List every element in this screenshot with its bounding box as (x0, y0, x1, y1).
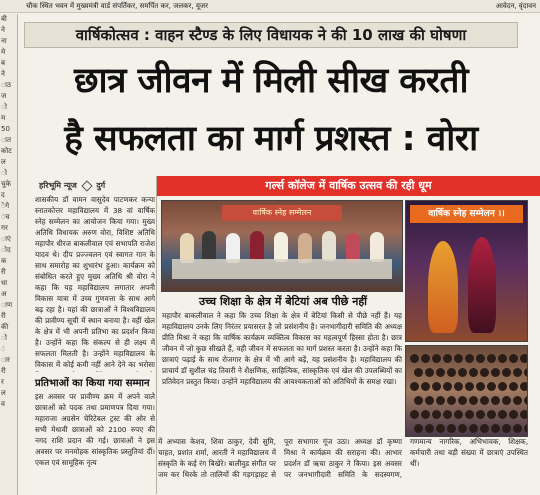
audience-member (491, 368, 500, 377)
left-column-fragment: ने (1, 70, 5, 78)
top-strip-right-text: आवेदन, वृंदावन (495, 2, 536, 10)
left-column-fragment: र (1, 378, 4, 386)
audience-member (465, 410, 474, 419)
audience-member (487, 354, 496, 363)
guest-figure (370, 232, 384, 262)
audience-member (502, 396, 511, 405)
audience-member (480, 396, 489, 405)
main-headline (22, 52, 520, 168)
audience-member (513, 368, 522, 377)
left-column-fragment: ो (1, 103, 7, 111)
audience-member (447, 396, 456, 405)
left-column-fragment: कोट (1, 147, 12, 155)
left-column-fragment: की (1, 323, 9, 331)
left-column-fragment: ं (1, 345, 6, 353)
audience-member (443, 410, 452, 419)
audience-member (443, 354, 452, 363)
inner-article-headline: उच्च शिक्षा के क्षेत्र में बेटियां अब पीछे नहीं (198, 295, 368, 308)
left-column-fragment: री (1, 312, 6, 320)
left-column-fragment: धा (1, 279, 8, 287)
guest-figure (274, 232, 288, 262)
audience-photo (405, 345, 528, 437)
left-column-fragment: री (1, 268, 6, 276)
bottom-article-body: में अभ्यास केशव, शिवा ठाकुर, देवी सुमि, चाहत, प्रशांत शर्मा, आरती ने महाविद्यालय में संस्कृति के कई रंग बिखेरे। बालीवुड संगीत पर जम कर थिरके तो तालियों की गड़गड़ाहट से पूरा सभागार गूंज उठा। अध्यक्ष डॉ कृष्णा मिश्रा ने कार्यक्रम की सराहना की। आभार प्रदर्शन डॉ ऋचा ठाकुर ने किया। इस अवसर पर जनभागीदारी समिति के सदस्यगण, गणमान्य नागरिक, अभिभावक, शिक्षक, कर्मचारी तथा बड़ी संख्या में छात्राएं उपस्थित थीं। (158, 437, 528, 479)
top-strip-left-text: चौक स्थित भवन में मुख्यमंत्री वार्ड संपर्तिकर, समर्पित कर, जलकर, यूजर (26, 2, 208, 10)
left-column-fragment: द (1, 191, 5, 199)
audience-member (524, 396, 528, 405)
inner-article-body: महापौर बाकलीवाल ने कहा कि उच्च शिक्षा के क्षेत्र में बेटियां किसी से पीछे नहीं हैं। यह महाविद्यालय उनके लिए निरंतर प्रयासरत है जो प्रसंशनीय है। जनभागीदारी समिति की अध्यक्ष प्रीति मिश्रा ने कहा कि वार्षिक कार्यक्रम व्यक्तित्व विकास का महत्वपूर्ण हिस्सा होता है। छात्र जीवन में जो कुछ सीखते हैं, वही जीवन में सफलता का मार्ग प्रशस्त करता है। उन्होंने कहा कि छात्राएं पढ़ाई के साथ रोजगार के क्षेत्र में भी आगे बढ़ें, यह प्रसंशनीय है। महाविद्यालय की प्राचार्य डॉ सुशील चंद्र तिवारी ने शैक्षणिक, साहित्यिक, सांस्कृतिक एवं खेल की उपलब्धियों का प्रतिवेदन प्रस्तुत किया। उन्होंने महाविद्यालय की आवश्यकताओं को अतिथियों के समक्ष रखा। (162, 311, 402, 386)
audience-member (524, 368, 528, 377)
audience-member (454, 382, 463, 391)
article-body-column-1b: इस अवसर पर प्रावीण्य क्रम में अपने वाले छात्राओं को पदक तथा प्रमाणपत्र दिया गया। महाराजा अग्रसेन चेरिटेबल ट्रस्ट की ओर से सभी मेधावी छात्राओं को 2100 रुपए की नगद राशि प्रदान की गई। छात्राओं ने इस अवसर पर मनमोहक सांस्कृतिक प्रस्तुतियां दीं। एकल एवं सामूहिक नृत्य (35, 392, 155, 467)
guest-figure (202, 231, 216, 261)
audience-member (436, 424, 445, 433)
audience-member (476, 382, 485, 391)
audience-member (432, 354, 441, 363)
left-column-fragment: 50 (1, 125, 10, 133)
audience-member (476, 354, 485, 363)
left-column-fragment: ात (1, 136, 11, 144)
audience-member (414, 396, 423, 405)
byline-city: दुर्ग (96, 181, 106, 190)
audience-member (476, 410, 485, 419)
left-column-fragment: ार (1, 356, 10, 364)
headline-line-1: छात्र जीवन में मिली सीख करती (73, 61, 469, 101)
left-column-fragment: ंच (1, 213, 10, 221)
left-column-fragment: ज (1, 92, 7, 100)
audience-member (447, 424, 456, 433)
audience-member (458, 396, 467, 405)
left-column-fragment: व (1, 400, 5, 408)
byline-source: हरिभूमि न्यूज (39, 181, 77, 190)
audience-member (513, 424, 522, 433)
audience-member (487, 382, 496, 391)
dancer-figure (428, 241, 458, 333)
left-column-fragment: क (1, 257, 7, 265)
audience-member (414, 424, 423, 433)
audience-member (520, 410, 528, 419)
audience-member (421, 382, 430, 391)
left-column-fragment: बी (1, 15, 7, 23)
article-body-column-1: शासकीय डॉ वामन वासुदेव पाटणकर कन्या स्नातकोत्तर महाविद्यालय में 38 वां वार्षिक स्नेह सम्मेलन का आयोजन किया गया। मुख्य अतिथि विधायक अरुण वोरा, विशिष्ट अतिथि महापौर धीरज बाकलीवाल एवं सभापति राजेश यादव थे। दीप प्रज्ज्वलन एवं स्वागत गान के साथ समारोह का शुभारंभ हुआ। कार्यक्रम को संबोधित करते हुए मुख्य अतिथि श्री वोरा ने कहा कि यह महाविद्यालय लगातार अपनी विकास यात्रा में उच्च गुणवत्ता के साथ आगे बढ़ रहा है। यहां की छात्राओं ने विश्वविद्यालय की प्रावीण्य सूची में स्थान बनाया है। वहीं खेल के क्षेत्र में भी अपनी प्रतिभा का प्रदर्शन किया है। उन्होंने कहा कि संकल्प से ही लक्ष्य में सफलता मिलती है। उन्होंने महाविद्यालय के विकास में कोई कमी नहीं आने देने का भरोसा (35, 195, 155, 369)
audience-member (469, 396, 478, 405)
audience-member (410, 354, 419, 363)
audience-member (425, 368, 434, 377)
photo2-stage-banner: वार्षिक स्नेह सम्मेलन ।। (410, 205, 523, 223)
audience-member (447, 368, 456, 377)
audience-member (469, 424, 478, 433)
kicker-headline: वार्षिकोत्सव : वाहन स्टैण्ड के लिए विधायक ने की 10 लाख की घोषणा (24, 22, 518, 48)
audience-member (421, 410, 430, 419)
audience-member (436, 368, 445, 377)
audience-member (425, 424, 434, 433)
audience-member (498, 354, 507, 363)
audience-member (487, 410, 496, 419)
left-column-fragment: ेंगे (1, 202, 10, 210)
audience-member (491, 424, 500, 433)
audience-member (469, 368, 478, 377)
dancer-figure (468, 237, 496, 333)
guest-figure (322, 231, 336, 261)
left-column-fragment: री (1, 367, 6, 375)
audience-member (410, 382, 419, 391)
left-column-fragment: अ (1, 290, 7, 298)
audience-member (432, 382, 441, 391)
left-column-fragment: ाण (1, 301, 13, 309)
audience-member (465, 354, 474, 363)
left-column-fragments (0, 14, 18, 495)
audience-member (480, 368, 489, 377)
byline (39, 180, 147, 191)
audience-member (458, 424, 467, 433)
audience-member (410, 410, 419, 419)
audience-member (520, 382, 528, 391)
left-column-fragment: गर (1, 224, 8, 232)
photo1-stage-banner: वार्षिक स्नेह सम्मेलन (222, 205, 342, 221)
audience-member (502, 368, 511, 377)
left-column-fragment: ोद (1, 246, 11, 254)
column-divider (156, 176, 157, 494)
left-column-fragment: ाएं (1, 235, 11, 243)
audience-member (465, 382, 474, 391)
left-column-fragment: चुके (1, 180, 11, 188)
stage-guests-photo (161, 200, 403, 292)
left-column-fragment: ल (1, 158, 6, 166)
left-column-fragment: मे (1, 48, 6, 56)
audience-member (509, 410, 518, 419)
article-subhead: प्रतिभाओं का किया गया सम्मान (35, 378, 150, 389)
audience-member (491, 396, 500, 405)
top-strip (0, 0, 540, 13)
headline-line-2: है सफलता का मार्ग प्रशस्त : वोरा (64, 119, 478, 159)
stage-table (172, 259, 392, 279)
audience-member (436, 396, 445, 405)
audience-member (513, 396, 522, 405)
audience-member (421, 354, 430, 363)
dance-performance-photo (405, 200, 528, 342)
audience-member (509, 354, 518, 363)
left-column-fragment: ाठ (1, 81, 12, 89)
left-column-fragment: ो (1, 169, 7, 177)
audience-member (502, 424, 511, 433)
left-column-fragment: ल (1, 389, 6, 397)
audience-member (498, 410, 507, 419)
left-column-fragment: ना (1, 37, 7, 45)
guest-figure (250, 231, 264, 261)
left-column-fragment: ब (1, 59, 5, 67)
audience-member (458, 368, 467, 377)
audience-member (454, 410, 463, 419)
audience-member (454, 354, 463, 363)
audience-member (480, 424, 489, 433)
separator-diamond-icon (81, 180, 92, 191)
audience-member (425, 396, 434, 405)
left-column-fragment: ो (1, 334, 7, 342)
photo-feature-banner: गर्ल्स कॉलेज में वार्षिक उत्सव की रही धूम (157, 176, 540, 196)
audience-member (498, 382, 507, 391)
audience-member (414, 368, 423, 377)
audience-member (524, 424, 528, 433)
audience-member (443, 382, 452, 391)
audience-member (520, 354, 528, 363)
left-column-fragment: म (1, 114, 6, 122)
audience-member (509, 382, 518, 391)
left-column-fragment: ने (1, 26, 5, 34)
audience-member (432, 410, 441, 419)
